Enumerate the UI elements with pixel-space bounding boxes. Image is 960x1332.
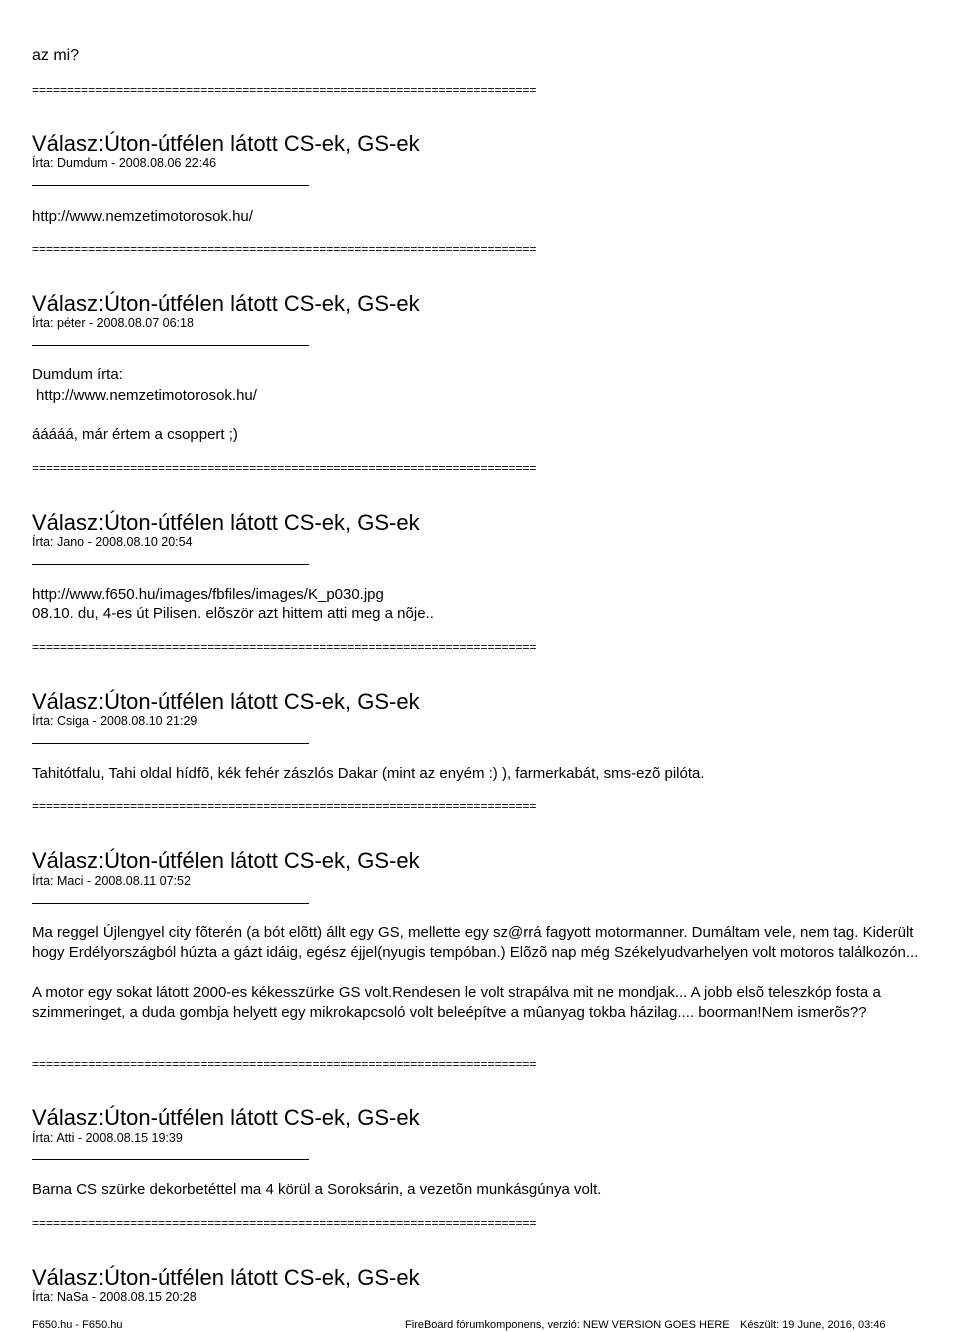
post-title: Válasz:Úton-útfélen látott CS-ek, GS-ek <box>32 131 420 156</box>
post-meta: Írta: Atti - 2008.08.15 19:39 <box>32 1131 183 1145</box>
post-divider <box>32 345 309 346</box>
quote-link[interactable]: http://www.nemzetimotorosok.hu/ <box>36 387 257 404</box>
separator: ======================================================================== <box>32 1216 537 1230</box>
post-meta: Írta: Jano - 2008.08.10 20:54 <box>32 535 193 549</box>
separator: ======================================================================== <box>32 461 537 475</box>
post-title: Válasz:Úton-útfélen látott CS-ek, GS-ek <box>32 848 420 873</box>
separator: ======================================================================== <box>32 1057 537 1071</box>
post-title: Válasz:Úton-útfélen látott CS-ek, GS-ek <box>32 1265 420 1290</box>
footer-site[interactable]: F650.hu - F650.hu <box>32 1319 123 1331</box>
post-body: Barna CS szürke dekorbetéttel ma 4 körül a Soroksárin, a vezetõn munkásgúnya volt. <box>32 1181 602 1198</box>
post-meta: Írta: péter - 2008.08.07 06:18 <box>32 316 194 330</box>
post-meta: Írta: Csiga - 2008.08.10 21:29 <box>32 714 198 728</box>
post-meta: Írta: Maci - 2008.08.11 07:52 <box>32 874 191 888</box>
post-divider <box>32 564 309 565</box>
footer-component: FireBoard fórumkomponens, verzió: NEW VERSION GOES HERE <box>405 1319 730 1331</box>
post-meta: Írta: NaSa - 2008.08.15 20:28 <box>32 1290 197 1304</box>
post-body: 08.10. du, 4-es út Pilisen. elõször azt hittem atti meg a nõje.. <box>32 605 434 622</box>
post-title: Válasz:Úton-útfélen látott CS-ek, GS-ek <box>32 689 420 714</box>
post-body: ááááá, már értem a csoppert ;) <box>32 426 238 443</box>
post-body: Ma reggel Újlengyel city fõterén (a bót elõtt) állt egy GS, mellette egy sz@rrá fagyott motormanner. Dumáltam vele, nem tag. Kiderült hogy Erdélyországból húzta a gázt idáig, egész éjjel(nyugis tempóban.) Elõzõ nap még Székelyudvarhelyen volt motoros találkozón... <box>32 924 919 961</box>
post-divider <box>32 743 309 744</box>
post-title: Válasz:Úton-útfélen látott CS-ek, GS-ek <box>32 1105 420 1130</box>
separator: ======================================================================== <box>32 242 537 256</box>
separator: ======================================================================== <box>32 640 537 654</box>
footer-generated: Készült: 19 June, 2016, 03:46 <box>740 1319 886 1331</box>
quote-header: Dumdum írta: <box>32 366 123 383</box>
post-title: Válasz:Úton-útfélen látott CS-ek, GS-ek <box>32 291 420 316</box>
post-link[interactable]: http://www.f650.hu/images/fbfiles/images/K_p030.jpg <box>32 586 384 603</box>
intro-text: az mi? <box>32 47 80 64</box>
post-link[interactable]: http://www.nemzetimotorosok.hu/ <box>32 208 253 225</box>
post-title: Válasz:Úton-útfélen látott CS-ek, GS-ek <box>32 510 420 535</box>
post-meta: Írta: Dumdum - 2008.08.06 22:46 <box>32 156 217 170</box>
post-body: Tahitótfalu, Tahi oldal hídfõ, kék fehér zászlós Dakar (mint az enyém :) ), farmerkabát, sms-ezõ pilóta. <box>32 765 705 782</box>
separator: ======================================================================== <box>32 83 537 97</box>
post-divider <box>32 1159 309 1160</box>
separator: ======================================================================== <box>32 799 537 813</box>
post-divider <box>32 185 309 186</box>
post-body: A motor egy sokat látott 2000-es kékesszürke GS volt.Rendesen le volt strapálva mit ne mondjak... A jobb elsõ teleszkóp fosta a szimmeringet, a duda gombja helyett egy mikrokapcsoló volt beleépítve a mûanyag tokba házilag.... boorman!Nem ismerõs?? <box>32 984 881 1021</box>
post-divider <box>32 903 309 904</box>
